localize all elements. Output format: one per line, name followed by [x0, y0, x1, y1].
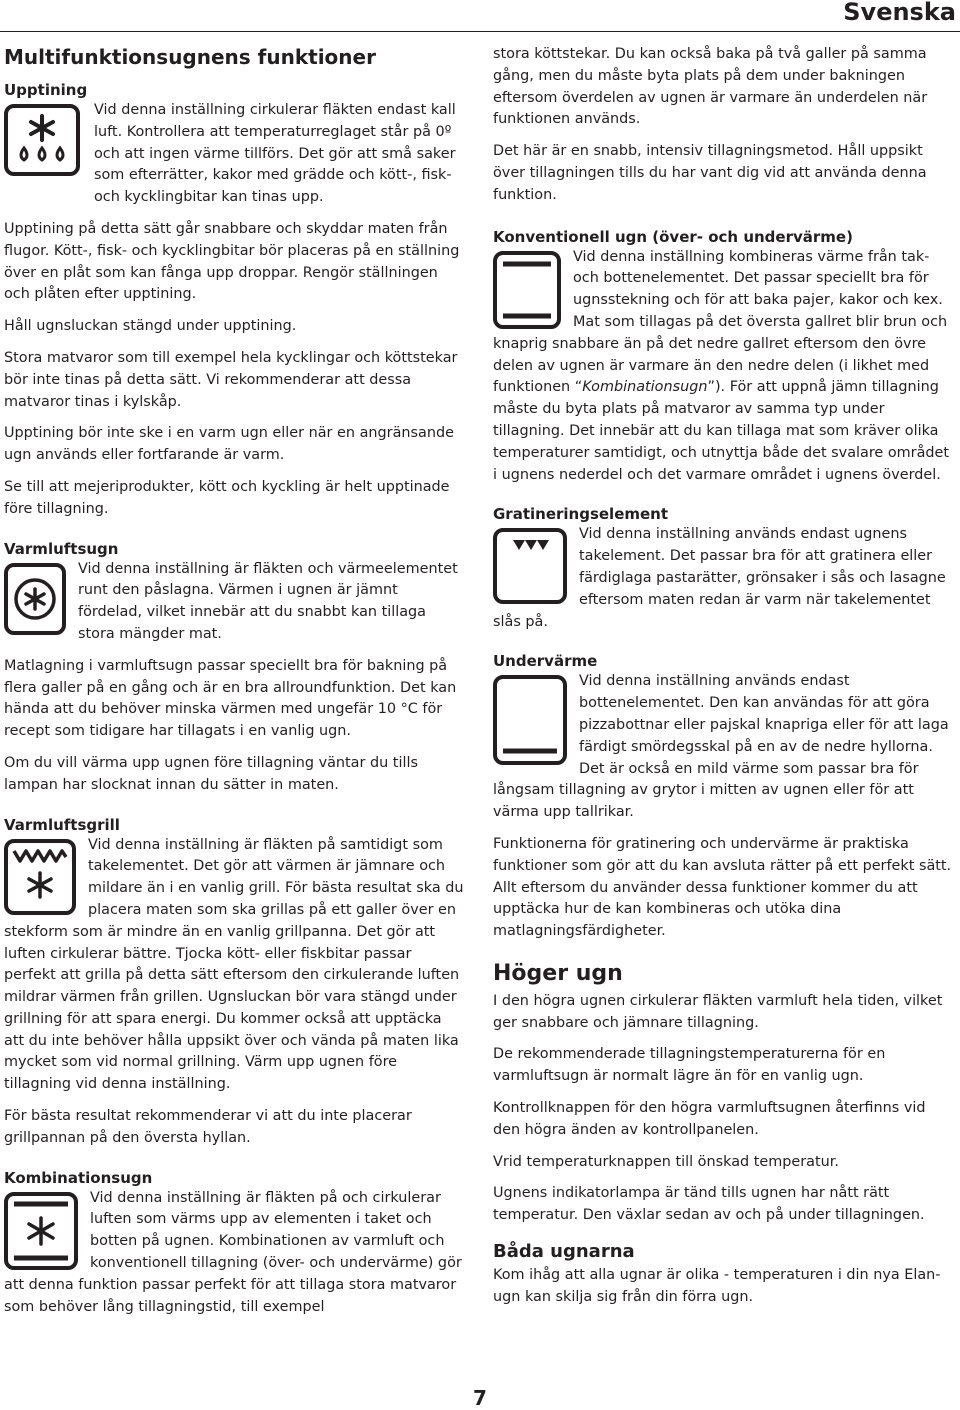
paragraph: De rekommenderade tillagningstemperaturerna för en varmluftsugn är normalt lägre än för en vanlig ugn.	[493, 1046, 886, 1085]
grill-element-icon	[493, 528, 567, 604]
combination-oven-icon	[4, 1192, 78, 1270]
paragraph: Stora matvaror som till exempel hela kycklingar och köttstekar bör inte tinas på detta sätt. Vi rekommenderar att dessa matvaror tinas i kylskåp.	[4, 349, 458, 410]
fan-grill-icon	[4, 839, 76, 915]
language-label: Svenska	[843, 0, 956, 26]
defrost-icon	[4, 104, 80, 176]
paragraph: Kom ihåg att alla ugnar är olika - temperaturen i din nya Elan-ugn kan skilja sig från din förra ugn.	[493, 1267, 941, 1305]
paragraph: Det här är en snabb, intensiv tillagningsmetod. Håll uppsikt över tillagningen tills du har vant dig vid att använda denna funktion.	[493, 143, 927, 203]
paragraph: stora köttstekar. Du kan också baka på två galler på samma gång, men du måste byta plats på dem under bakningen eftersom överdelen av ugnen är varmare än underdelen när funktionen används.	[493, 46, 928, 128]
paragraph: Vid denna inställning används endast bottenelementet. Den kan användas för att göra pizzabottnar eller pajskal knapriga eller för att laga färdigt smördegsskal på en av de nedre hyllorna. Det är också en mild värme som passar bra för långsam tillagning av grytor i mitten av ugnen eller för att värma upp tallrikar.	[493, 673, 949, 821]
paragraph: Kontrollknappen för den högra varmluftsugnen återfinns vid den högra änden av kontrollpanelen.	[493, 1100, 926, 1138]
section-heading-bada-ugnarna: Båda ugnarna	[493, 1241, 635, 1263]
paragraph: Ugnens indikatorlampa är tänd tills ugnen har nått rätt temperatur. Den växlar sedan av och på under tillagningen.	[493, 1185, 925, 1224]
section-title: Kombinationsugn	[4, 1168, 153, 1187]
section-title: Varmluftsgrill	[4, 815, 120, 834]
paragraph: Funktionerna för gratinering och undervärme är praktiska funktioner som gör att du kan avsluta rätter på ett perfekt sätt. Allt eftersom du använder dessa funktioner kommer du att upptäcka hur de kan kombineras och utöka dina matlagningsfärdigheter.	[493, 835, 952, 940]
paragraph: Upptining bör inte ske i en varm ugn eller när en angränsande ugn används eller fortfarande är varm.	[4, 425, 454, 464]
section-varmluftsgrill	[4, 815, 466, 1150]
section-gratinering	[493, 504, 957, 633]
paragraph: Vid denna inställning är fläkten på och cirkulerar luften som värms upp av elementen i taket och botten på ugnen. Kombinationen av varmluft och konventionell tillagning (över- och undervärme) gör att denna funktion passar perfekt för att tillaga stora matvaror som behöver lång tillagningstid, till exempel	[4, 1189, 462, 1315]
paragraph: För bästa resultat rekommenderar vi att du inte placerar grillpannan på den översta hyllan.	[4, 1108, 412, 1146]
section-heading-hoger-ugn: Höger ugn	[493, 960, 623, 986]
paragraph: Matlagning i varmluftsugn passar speciellt bra för bakning på flera galler på en gång och är en bra allroundfunktion. Det kan hända att du behöver minska värmen med ungefär 10 °C för recept som tidigare har tillagats i en vanlig ugn.	[4, 657, 457, 740]
paragraph: Om du vill värma upp ugnen före tillagning väntar du tills lampan har slocknat innan du sätter in maten.	[4, 754, 418, 793]
paragraph: Vid denna inställning är fläkten på samtidigt som takelementet. Det gör att värmen är jämnare och mildare än i en vanlig grill. För bästa resultat ska du placera maten som ska grillas på ett galler över en stekform som är mindre än en vanlig grillpanna. Det gör att luften cirkulerar bättre. Tjocka kött- eller fiskbitar passar perfekt att grilla på detta sätt eftersom den cirkulerande luften mildrar värmen från grillen. Ugnsluckan bör vara stängd under grillning för att spara energi. Du kommer också att upptäcka att du inte behöver hålla uppsikt över och vända på maten lika mycket som vid normal grillning. Värm upp ugnen före tillagning vid denna inställning.	[4, 836, 464, 1093]
section-title: Konventionell ugn (över- och undervärme)	[493, 227, 853, 246]
paragraph: Vid denna inställning kombineras värme från tak- och bottenelementet. Det passar speciellt bra för ugnsstekning och för att baka pajer, kakor och kex. Mat som tillagas på det översta gallret blir brun och knaprig snabbare än på det nedre gallret eftersom den övre delen av ugnen är varmare än den nedre delen (i likhet med funktionen “Kombinationsugn”). För att uppnå jämn tillagning måste du byta plats på matvaror av samma typ under tillagning. Det innebär att du kan tillaga mat som kräver olika temperaturer samtidigt, och utnyttja både det svalare området i ugnens nederdel och det varmare området i ugnens överdel.	[493, 248, 950, 483]
section-upptining	[4, 80, 466, 521]
section-title: Varmluftsugn	[4, 539, 119, 558]
right-column	[493, 44, 957, 1319]
paragraph: Håll ugnsluckan stängd under upptining.	[4, 318, 297, 335]
section-title: Upptining	[4, 81, 88, 99]
section-varmluftsugn	[4, 539, 466, 797]
section-konventionell	[493, 227, 957, 487]
section-title: Gratineringselement	[493, 505, 669, 524]
paragraph: Se till att mejeriprodukter, kött och kyckling är helt upptinade före tillagning.	[4, 478, 450, 517]
paragraph: I den högra ugnen cirkulerar fläkten varmluft hela tiden, vilket ger snabbare och jämnare tillagning.	[493, 992, 943, 1031]
paragraph: Vrid temperaturknappen till önskad temperatur.	[493, 1153, 839, 1170]
header-rule	[0, 31, 960, 32]
page-number: 7	[473, 1386, 487, 1410]
paragraph: Vid denna inställning cirkulerar fläkten endast kall luft. Kontrollera att temperaturreglaget står på 0º och att ingen värme tillförs. Det gör att små saker som efterrätter, kakor med grädde och kött-, fisk- och kycklingbitar kan tinas upp.	[94, 102, 456, 206]
section-kombinationsugn	[4, 1168, 466, 1319]
conventional-oven-icon	[493, 251, 561, 329]
bottom-heat-icon	[493, 675, 567, 765]
fan-oven-icon	[4, 563, 66, 635]
paragraph: Vid denna inställning är fläkten och värmeelementet runt den påslagna. Värmen i ugnen är jämnt fördelad, vilket innebär att du snabbt kan tillaga stora mängder mat.	[78, 560, 458, 642]
page-title: Multifunktionsugnens funktioner	[4, 45, 376, 69]
paragraph: Vid denna inställning används endast ugnens takelement. Det passar bra för att gratinera eller färdiglaga pastarätter, grönsaker i sås och lasagne eftersom maten redan är varm när takelementet slås på.	[493, 526, 946, 630]
left-column	[4, 80, 466, 1336]
paragraph: Upptining på detta sätt går snabbare och skyddar maten från flugor. Kött-, fisk- och kycklingbitar bör placeras på en ställning över en plåt som kan fånga upp droppar. Rengör ställningen och plåten efter upptining.	[4, 220, 460, 303]
section-title: Undervärme	[493, 652, 598, 671]
section-undervarme	[493, 651, 957, 943]
